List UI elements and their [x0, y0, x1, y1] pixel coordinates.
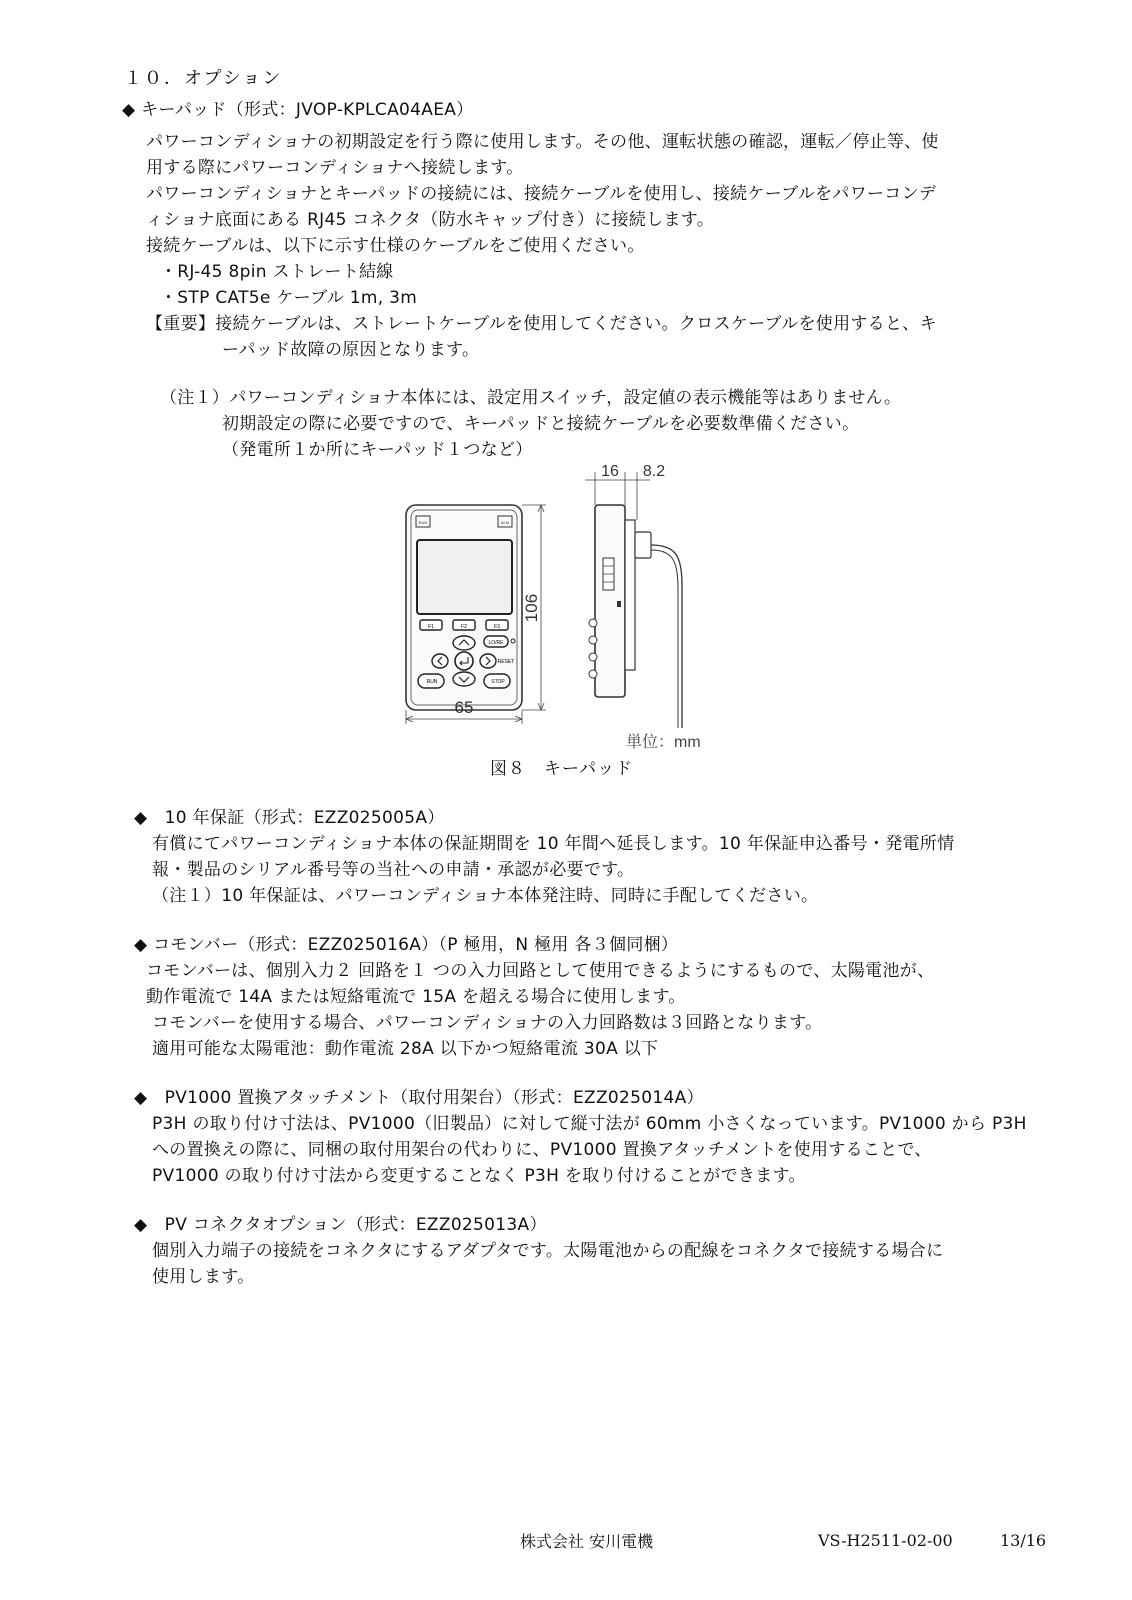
- keypad-line-3: パワーコンディショナとキーパッドの接続には、接続ケーブルを使用し、接続ケーブルをパワーコンデ: [146, 184, 937, 204]
- keypad-line-2: 用する際にパワーコンディショナへ接続します。: [146, 158, 524, 178]
- warranty-line-1: 有償にてパワーコンディショナ本体の保証期間を 10 年間へ延長します。10 年保証申込番号・発電所情: [152, 834, 955, 854]
- footer-company: 株式会社 安川電機: [520, 1532, 654, 1551]
- f2-key-label: F2: [461, 624, 467, 630]
- width-dim-label: 65: [454, 698, 474, 717]
- keypad-note-2: 初期設定の際に必要ですので、キーパッドと接続ケーブルを必要数準備ください。: [222, 414, 860, 434]
- down-key: [453, 672, 475, 686]
- keypad-line-4: ィショナ底面にある RJ45 コネクタ（防水キャップ付き）に接続します。: [146, 210, 715, 230]
- f3-key-label: F3: [494, 624, 500, 630]
- side-key-4: [589, 670, 597, 678]
- keypad-important-cont: ーパッド故障の原因となります。: [222, 340, 480, 360]
- depth-82-label: 8.2: [642, 463, 666, 480]
- lcd-screen: [417, 540, 512, 614]
- keypad-heading: ◆ キーパッド（形式：JVOP-KPLCA04AEA）: [122, 100, 474, 120]
- reset-key-label: RESET: [497, 659, 515, 665]
- side-key-3: [589, 653, 597, 661]
- lore-key-label: LO/RE: [488, 640, 504, 646]
- left-key: [432, 654, 448, 668]
- right-key: [480, 654, 496, 668]
- keypad-line-5: 接続ケーブルは、以下に示す仕様のケーブルをご使用ください。: [146, 236, 645, 256]
- keypad-line-1: パワーコンディショナの初期設定を行う際に使用します。その他、運転状態の確認，運転／停止等、使: [146, 132, 939, 152]
- run-led-label: RUN: [418, 520, 428, 525]
- warranty-note: （注１）10 年保証は、パワーコンディショナ本体発注時、同時に手配してください。: [152, 886, 819, 906]
- run-key-label: RUN: [426, 679, 438, 685]
- attachment-line-1: P3H の取り付け寸法は、PV1000（旧製品）に対して縦寸法が 60mm 小さくなっています。PV1000 から P3H: [152, 1114, 1027, 1134]
- common-bar-heading: ◆ コモンバー（形式：EZZ025016A）（P 極用，N 極用 各３個同梱）: [134, 935, 679, 955]
- connector-line-2: 使用します。: [152, 1267, 255, 1287]
- stop-key-label: STOP: [491, 679, 505, 685]
- side-key-2: [589, 636, 597, 644]
- alm-label: ALM: [500, 520, 510, 525]
- common-bar-line-4: 適用可能な太陽電池：動作電流 28A 以下かつ短絡電流 30A 以下: [152, 1039, 659, 1059]
- side-key-1: [589, 619, 597, 627]
- connector-heading: ◆ PV コネクタオプション（形式：EZZ025013A）: [134, 1215, 547, 1235]
- side-connector: [635, 532, 651, 558]
- attachment-line-3: PV1000 の取り付け寸法から変更することなく P3H を取り付けることができます。: [152, 1166, 806, 1186]
- section-title: １０．オプション: [124, 68, 283, 89]
- footer-page-number: 13/16: [1000, 1531, 1047, 1550]
- keypad-important: 【重要】接続ケーブルは、ストレートケーブルを使用してください。クロスケーブルを使用すると、キ: [146, 314, 937, 334]
- common-bar-line-2: 動作電流で 14A または短絡電流で 15A を超える場合に使用します。: [146, 987, 686, 1007]
- keypad-side-rear: [625, 520, 635, 670]
- keypad-spec-1: ・RJ-45 8pin ストレート結線: [160, 262, 394, 282]
- f1-key-label: F1: [428, 624, 434, 630]
- common-bar-line-3: コモンバーを使用する場合、パワーコンディショナの入力回路数は３回路となります。: [152, 1013, 823, 1033]
- keypad-spec-2: ・STP CAT5e ケーブル 1m, 3m: [160, 288, 418, 308]
- connector-line-1: 個別入力端子の接続をコネクタにするアダプタです。太陽電池からの配線をコネクタで接続する場合に: [152, 1241, 944, 1261]
- figure-caption: 図８ キーパッド: [490, 759, 634, 779]
- depth-16-label: 16: [601, 463, 619, 480]
- warranty-line-2: 報・製品のシリアル番号等の当社への申請・承認が必要です。: [152, 860, 635, 880]
- common-bar-line-1: コモンバーは、個別入力２ 回路を１ つの入力回路として使用できるようにするもので、太陽電池が、: [146, 961, 935, 981]
- height-dim-label: 106: [522, 593, 541, 623]
- side-notch: [617, 601, 621, 607]
- keypad-drawing: [390, 460, 730, 760]
- enter-key: [455, 652, 473, 670]
- attachment-heading: ◆ PV1000 置換アタッチメント（取付用架台）（形式：EZZ025014A）: [134, 1088, 704, 1108]
- up-key: [453, 636, 475, 650]
- unit-label: 単位：mm: [626, 734, 701, 751]
- footer-doc-number: VS-H2511-02-00: [818, 1531, 953, 1550]
- keypad-cable-inner: [651, 550, 678, 728]
- warranty-heading: ◆ 10 年保証（形式：EZZ025005A）: [134, 808, 445, 828]
- keypad-note-1: （注１）パワーコンディショナ本体には、設定用スイッチ，設定値の表示機能等はありません。: [160, 388, 902, 408]
- keypad-note-3: （発電所１か所にキーパッド１つなど）: [222, 440, 533, 460]
- attachment-line-2: への置換えの際に、同梱の取付用架台の代わりに、PV1000 置換アタッチメントを使用することで、: [152, 1140, 932, 1160]
